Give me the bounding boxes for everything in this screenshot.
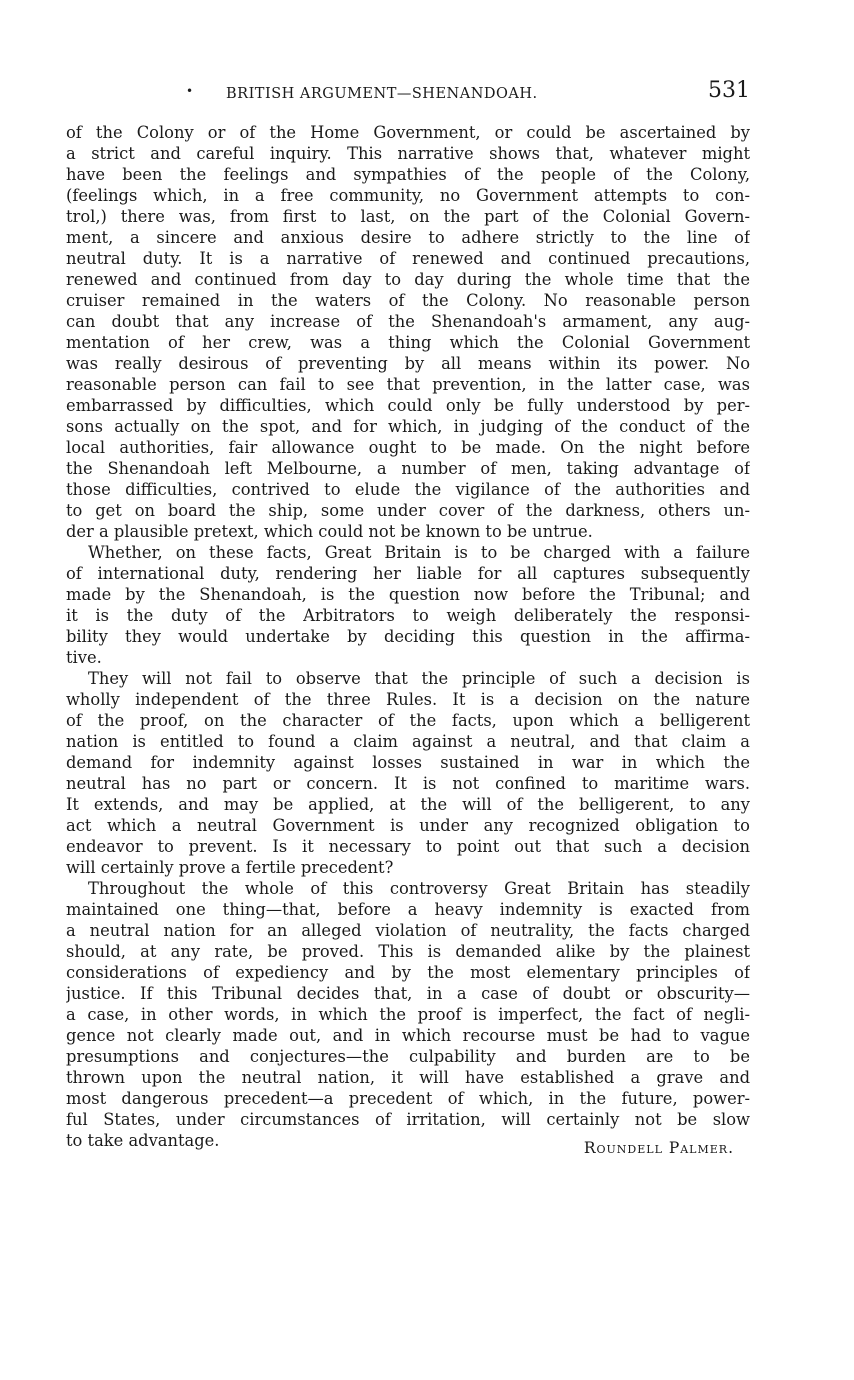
text-line: presumptions and conjectures—the culpability and burden are to be	[66, 1047, 750, 1066]
text-line: They will not fail to observe that the principle of such a decision is	[88, 669, 750, 688]
text-line: Throughout the whole of this controversy Great Britain has steadily	[88, 879, 750, 898]
text-line: demand for indemnity against losses sustained in war in which the	[66, 753, 750, 772]
body-text	[66, 122, 750, 1151]
text-line: gence not clearly made out, and in which recourse must be had to vague	[66, 1026, 750, 1045]
text-line: mentation of her crew, was a thing which the Colonial Government	[66, 333, 750, 352]
text-line: endeavor to prevent. Is it necessary to point out that such a decision	[66, 837, 750, 856]
text-line: considerations of expediency and by the most elementary principles of	[66, 963, 750, 982]
text-line: local authorities, fair allowance ought to be made. On the night before	[66, 438, 750, 457]
text-line: a case, in other words, in which the proof is imperfect, the fact of negli-	[66, 1005, 750, 1024]
text-line: a neutral nation for an alleged violation of neutrality, the facts charged	[66, 921, 750, 940]
text-line: of the proof, on the character of the facts, upon which a belligerent	[66, 711, 750, 730]
text-line: maintained one thing—that, before a heavy indemnity is exacted from	[66, 900, 750, 919]
text-line: can doubt that any increase of the Shenandoah's armament, any aug-	[66, 312, 750, 331]
running-head	[66, 78, 750, 108]
text-line: renewed and continued from day to day during the whole time that the	[66, 270, 750, 289]
page-number: 531	[708, 78, 750, 103]
text-line: trol,) there was, from first to last, on the part of the Colonial Govern-	[66, 207, 750, 226]
text-line: ful States, under circumstances of irritation, will certainly not be slow	[66, 1110, 750, 1129]
text-line: most dangerous precedent—a precedent of which, in the future, power-	[66, 1089, 750, 1108]
text-line: have been the feelings and sympathies of the people of the Colony,	[66, 165, 750, 184]
text-line: der a plausible pretext, which could not be known to be untrue.	[66, 522, 593, 541]
text-line: thrown upon the neutral nation, it will have established a grave and	[66, 1068, 750, 1087]
text-line: act which a neutral Government is under any recognized obligation to	[66, 816, 750, 835]
text-line: neutral has no part or concern. It is not confined to maritime wars.	[66, 774, 750, 793]
text-line: bility they would undertake by deciding this question in the affirma-	[66, 627, 750, 646]
text-line: It extends, and may be applied, at the will of the belligerent, to any	[66, 795, 750, 814]
text-line: to take advantage.	[66, 1131, 220, 1150]
running-title: BRITISH ARGUMENT—SHENANDOAH.	[226, 86, 538, 102]
text-line: wholly independent of the three Rules. It is a decision on the nature	[66, 690, 750, 709]
text-line: sons actually on the spot, and for which, in judging of the conduct of the	[66, 417, 750, 436]
text-line: nation is entitled to found a claim against a neutral, and that claim a	[66, 732, 750, 751]
header-marker: •	[186, 84, 194, 98]
text-line: reasonable person can fail to see that prevention, in the latter case, was	[66, 375, 750, 394]
text-line: was really desirous of preventing by all means within its power. No	[66, 354, 750, 373]
text-line: will certainly prove a fertile precedent?	[66, 858, 394, 877]
text-line: neutral duty. It is a narrative of renewed and continued precautions,	[66, 249, 750, 268]
text-line: ment, a sincere and anxious desire to adhere strictly to the line of	[66, 228, 750, 247]
text-line: justice. If this Tribunal decides that, in a case of doubt or obscurity—	[66, 984, 750, 1003]
text-line: embarrassed by difficulties, which could only be fully understood by per-	[66, 396, 750, 415]
text-line: to get on board the ship, some under cover of the darkness, others un-	[66, 501, 750, 520]
text-line: made by the Shenandoah, is the question now before the Tribunal; and	[66, 585, 750, 604]
text-line: of international duty, rendering her liable for all captures subsequently	[66, 564, 750, 583]
text-line: those difficulties, contrived to elude the vigilance of the authorities and	[66, 480, 750, 499]
text-line: a strict and careful inquiry. This narrative shows that, whatever might	[66, 144, 750, 163]
text-line: it is the duty of the Arbitrators to weigh deliberately the responsi-	[66, 606, 750, 625]
text-line: the Shenandoah left Melbourne, a number of men, taking advantage of	[66, 459, 750, 478]
text-line: of the Colony or of the Home Government, or could be ascertained by	[66, 123, 750, 142]
text-line: Whether, on these facts, Great Britain is to be charged with a failure	[88, 543, 750, 562]
text-line: should, at any rate, be proved. This is demanded alike by the plainest	[66, 942, 750, 961]
text-line: tive.	[66, 648, 102, 667]
text-line: cruiser remained in the waters of the Colony. No reasonable person	[66, 291, 750, 310]
text-line: (feelings which, in a free community, no Government attempts to con-	[66, 186, 750, 205]
signature: Roundell Palmer.	[583, 1139, 734, 1157]
